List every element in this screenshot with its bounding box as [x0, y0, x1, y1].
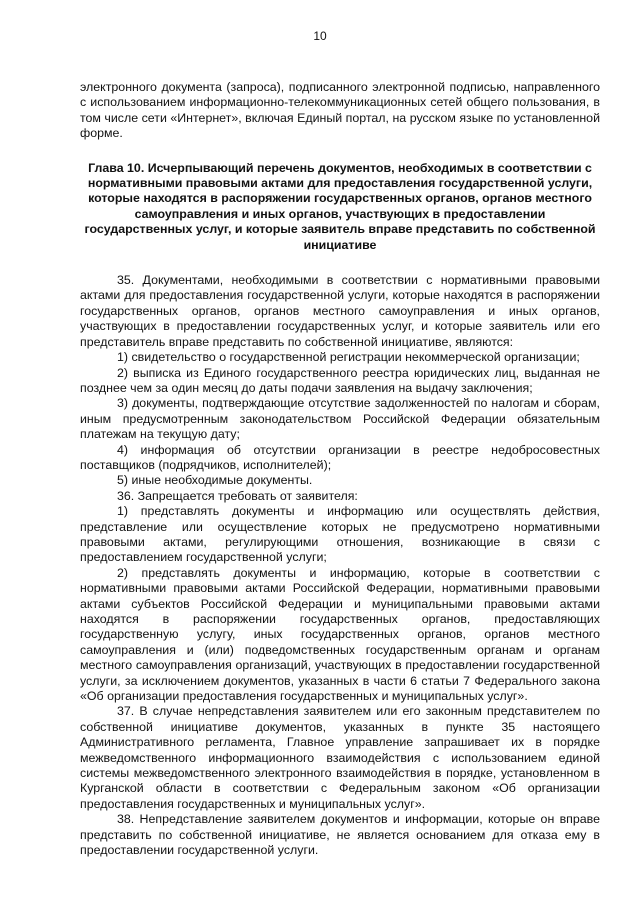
paragraph-35: 35. Документами, необходимыми в соответствии с нормативными правовыми актами для предоставления государственной услуги, которые находятся в распоряжении государственных органов, органов местного самоуправления и иных органов, участвующих в предоставлении государственных услуг, и которые заявитель или его представитель вправе представить по собственной инициативе, являются: — [80, 273, 600, 349]
paragraph-36: 36. Запрещается требовать от заявителя: — [117, 488, 358, 503]
list-item-35-1: 1) свидетельство о государственной регистрации некоммерческой организации; — [117, 350, 580, 365]
paragraph-38: 38. Непредставление заявителем документов и информации, которые он вправе представить по собственной инициативе, не является основанием для отказа ему в предоставлении государственной услуги. — [80, 812, 600, 858]
list-item-36-1: 1) представлять документы и информацию или осуществлять действия, представление или осуществление которых не предусмотрено нормативными правовыми актами, регулирующими отношения, возникающие в связи с предоставлением государственной услуги; — [80, 504, 600, 565]
paragraph-37: 37. В случае непредставления заявителем или его законным представителем по собственной инициативе документов, указанных в пункте 35 настоящего Административного регламента, Главное управление запрашивает их в порядке межведомственного информационного взаимодействия с использованием единой системы межведомственного электронного взаимодействия в порядке, установленном в Курганской области в соответствии с Федеральным законом «Об организации предоставления государственных и муниципальных услуг». — [80, 704, 600, 811]
list-item-35-2: 2) выписка из Единого государственного реестра юридических лиц, выданная не позднее чем за один месяц до даты подачи заявления на выдачу заключения; — [80, 365, 600, 395]
list-item-36-2: 2) представлять документы и информацию, которые в соответствии с нормативными правовыми актами Российской Федерации, нормативными правовыми актами субъектов Российской Федерации и муниципальными правовыми актами находятся в распоряжении государственных органов, предоставляющих государственную услугу, иных государственных органов, органов местного самоуправления и (или) подведомственных государственным органам и органам местного самоуправления организаций, участвующих в предоставлении государственной услуги, за исключением документов, указанных в части 6 статьи 7 Федерального закона «Об организации предоставления государственных и муниципальных услуг». — [80, 565, 600, 704]
chapter-heading: Глава 10. Исчерпывающий перечень документов, необходимых в соответствии с нормативными правовыми актами для предоставления государственной услуги, которые находятся в распоряжении государственных органов, органов местного самоуправления и иных органов, участвующих в предоставлении государственных услуг, и которые заявитель вправе представить по собственной инициативе — [84, 160, 596, 252]
paragraph-continuation: электронного документа (запроса), подписанного электронной подписью, направленного с использованием информационно-телекоммуникационных сетей общего пользования, в том числе сети «Интернет», включая Единый портал, на русском языке по установленной форме. — [80, 80, 600, 141]
list-item-35-4: 4) информация об отсутствии организации в реестре недобросовестных поставщиков (подрядчиков, исполнителей); — [80, 442, 600, 472]
page-number: 10 — [313, 29, 327, 43]
list-item-35-3: 3) документы, подтверждающие отсутствие задолженностей по налогам и сборам, иным предусмотренным законодательством Российской Федерации обязательным платежам на текущую дату; — [80, 396, 600, 442]
list-item-35-5: 5) иные необходимые документы. — [117, 473, 313, 488]
document-body — [80, 80, 600, 859]
